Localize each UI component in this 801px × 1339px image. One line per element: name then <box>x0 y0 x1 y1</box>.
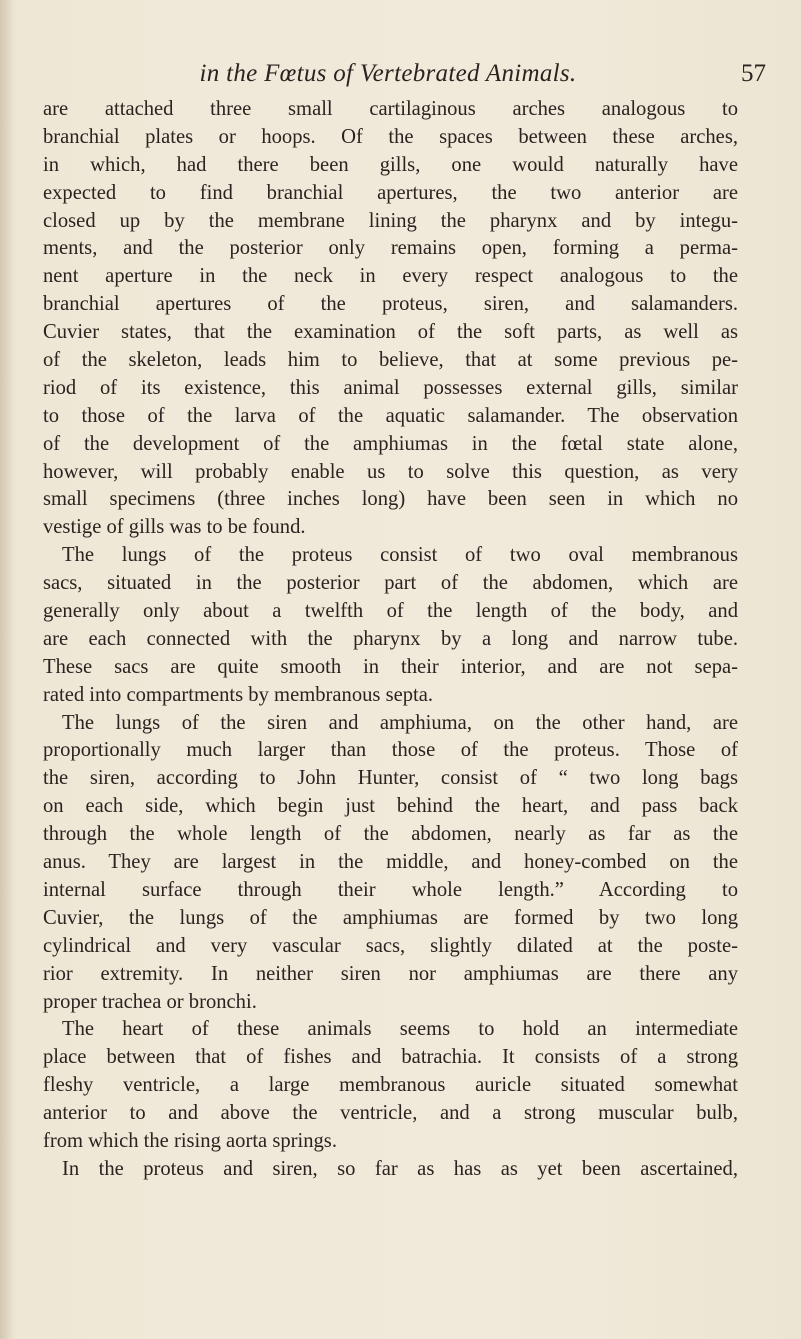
text-line: generally only about a twelfth of the length of the body, and <box>43 600 738 623</box>
text-line: proportionally much larger than those of the proteus. Those of <box>43 739 738 762</box>
text-line: internal surface through their whole length.” According to <box>43 878 738 901</box>
text-line: to those of the larva of the aquatic salamander. The observation <box>43 404 738 427</box>
text-line: rated into compartments by membranous septa. <box>43 683 434 706</box>
text-line: The lungs of the proteus consist of two oval membranous <box>62 544 738 567</box>
text-line: These sacs are quite smooth in their interior, and are not sepa- <box>43 655 738 678</box>
text-line: are each connected with the pharynx by a long and narrow tube. <box>43 627 738 650</box>
text-line: anterior to and above the ventricle, and a strong muscular bulb, <box>43 1102 738 1125</box>
text-line: of the skeleton, leads him to believe, that at some previous pe- <box>43 349 738 372</box>
text-line: closed up by the membrane lining the pharynx and by integu- <box>43 209 738 232</box>
text-line: ments, and the posterior only remains open, forming a perma- <box>43 237 738 260</box>
text-line: in which, had there been gills, one would naturally have <box>43 153 738 176</box>
body-text <box>43 96 738 1184</box>
text-line: nent aperture in the neck in every respect analogous to the <box>43 265 738 288</box>
text-line: branchial apertures of the proteus, siren, and salamanders. <box>43 293 738 316</box>
text-line: place between that of fishes and batrachia. It consists of a strong <box>43 1046 738 1069</box>
text-line: through the whole length of the abdomen, nearly as far as the <box>43 823 738 846</box>
text-line: rior extremity. In neither siren nor amphiumas are there any <box>43 962 738 985</box>
text-line: In the proteus and siren, so far as has as yet been ascertained, <box>62 1157 738 1180</box>
text-line: Cuvier, the lungs of the amphiumas are formed by two long <box>43 906 738 929</box>
text-line: The heart of these animals seems to hold an intermediate <box>62 1018 738 1041</box>
page-header <box>38 60 766 100</box>
text-line: from which the rising aorta springs. <box>43 1129 337 1152</box>
text-line: vestige of gills was to be found. <box>43 516 306 539</box>
text-line: fleshy ventricle, a large membranous auricle situated somewhat <box>43 1074 738 1097</box>
text-line: small specimens (three inches long) have been seen in which no <box>43 488 738 511</box>
text-line: proper trachea or bronchi. <box>43 990 257 1013</box>
text-line: sacs, situated in the posterior part of the abdomen, which are <box>43 572 738 595</box>
text-line: Cuvier states, that the examination of the soft parts, as well as <box>43 321 738 344</box>
spine-shadow <box>0 0 14 1339</box>
text-line: cylindrical and very vascular sacs, slightly dilated at the poste- <box>43 934 738 957</box>
page-number: 57 <box>741 60 766 87</box>
text-line: on each side, which begin just behind the heart, and pass back <box>43 795 738 818</box>
text-line: are attached three small cartilaginous arches analogous to <box>43 98 738 120</box>
text-line: however, will probably enable us to solve this question, as very <box>43 460 738 483</box>
text-line: The lungs of the siren and amphiuma, on the other hand, are <box>62 711 738 734</box>
text-line: expected to find branchial apertures, the two anterior are <box>43 181 738 204</box>
text-line: branchial plates or hoops. Of the spaces between these arches, <box>43 125 738 148</box>
text-line: of the development of the amphiumas in the fœtal state alone, <box>43 432 738 455</box>
text-line: the siren, according to John Hunter, consist of “ two long bags <box>43 767 738 790</box>
running-head: in the Fœtus of Vertebrated Animals. <box>199 60 577 87</box>
text-line: riod of its existence, this animal possesses external gills, similar <box>43 376 738 399</box>
text-line: anus. They are largest in the middle, and honey-combed on the <box>43 851 738 874</box>
